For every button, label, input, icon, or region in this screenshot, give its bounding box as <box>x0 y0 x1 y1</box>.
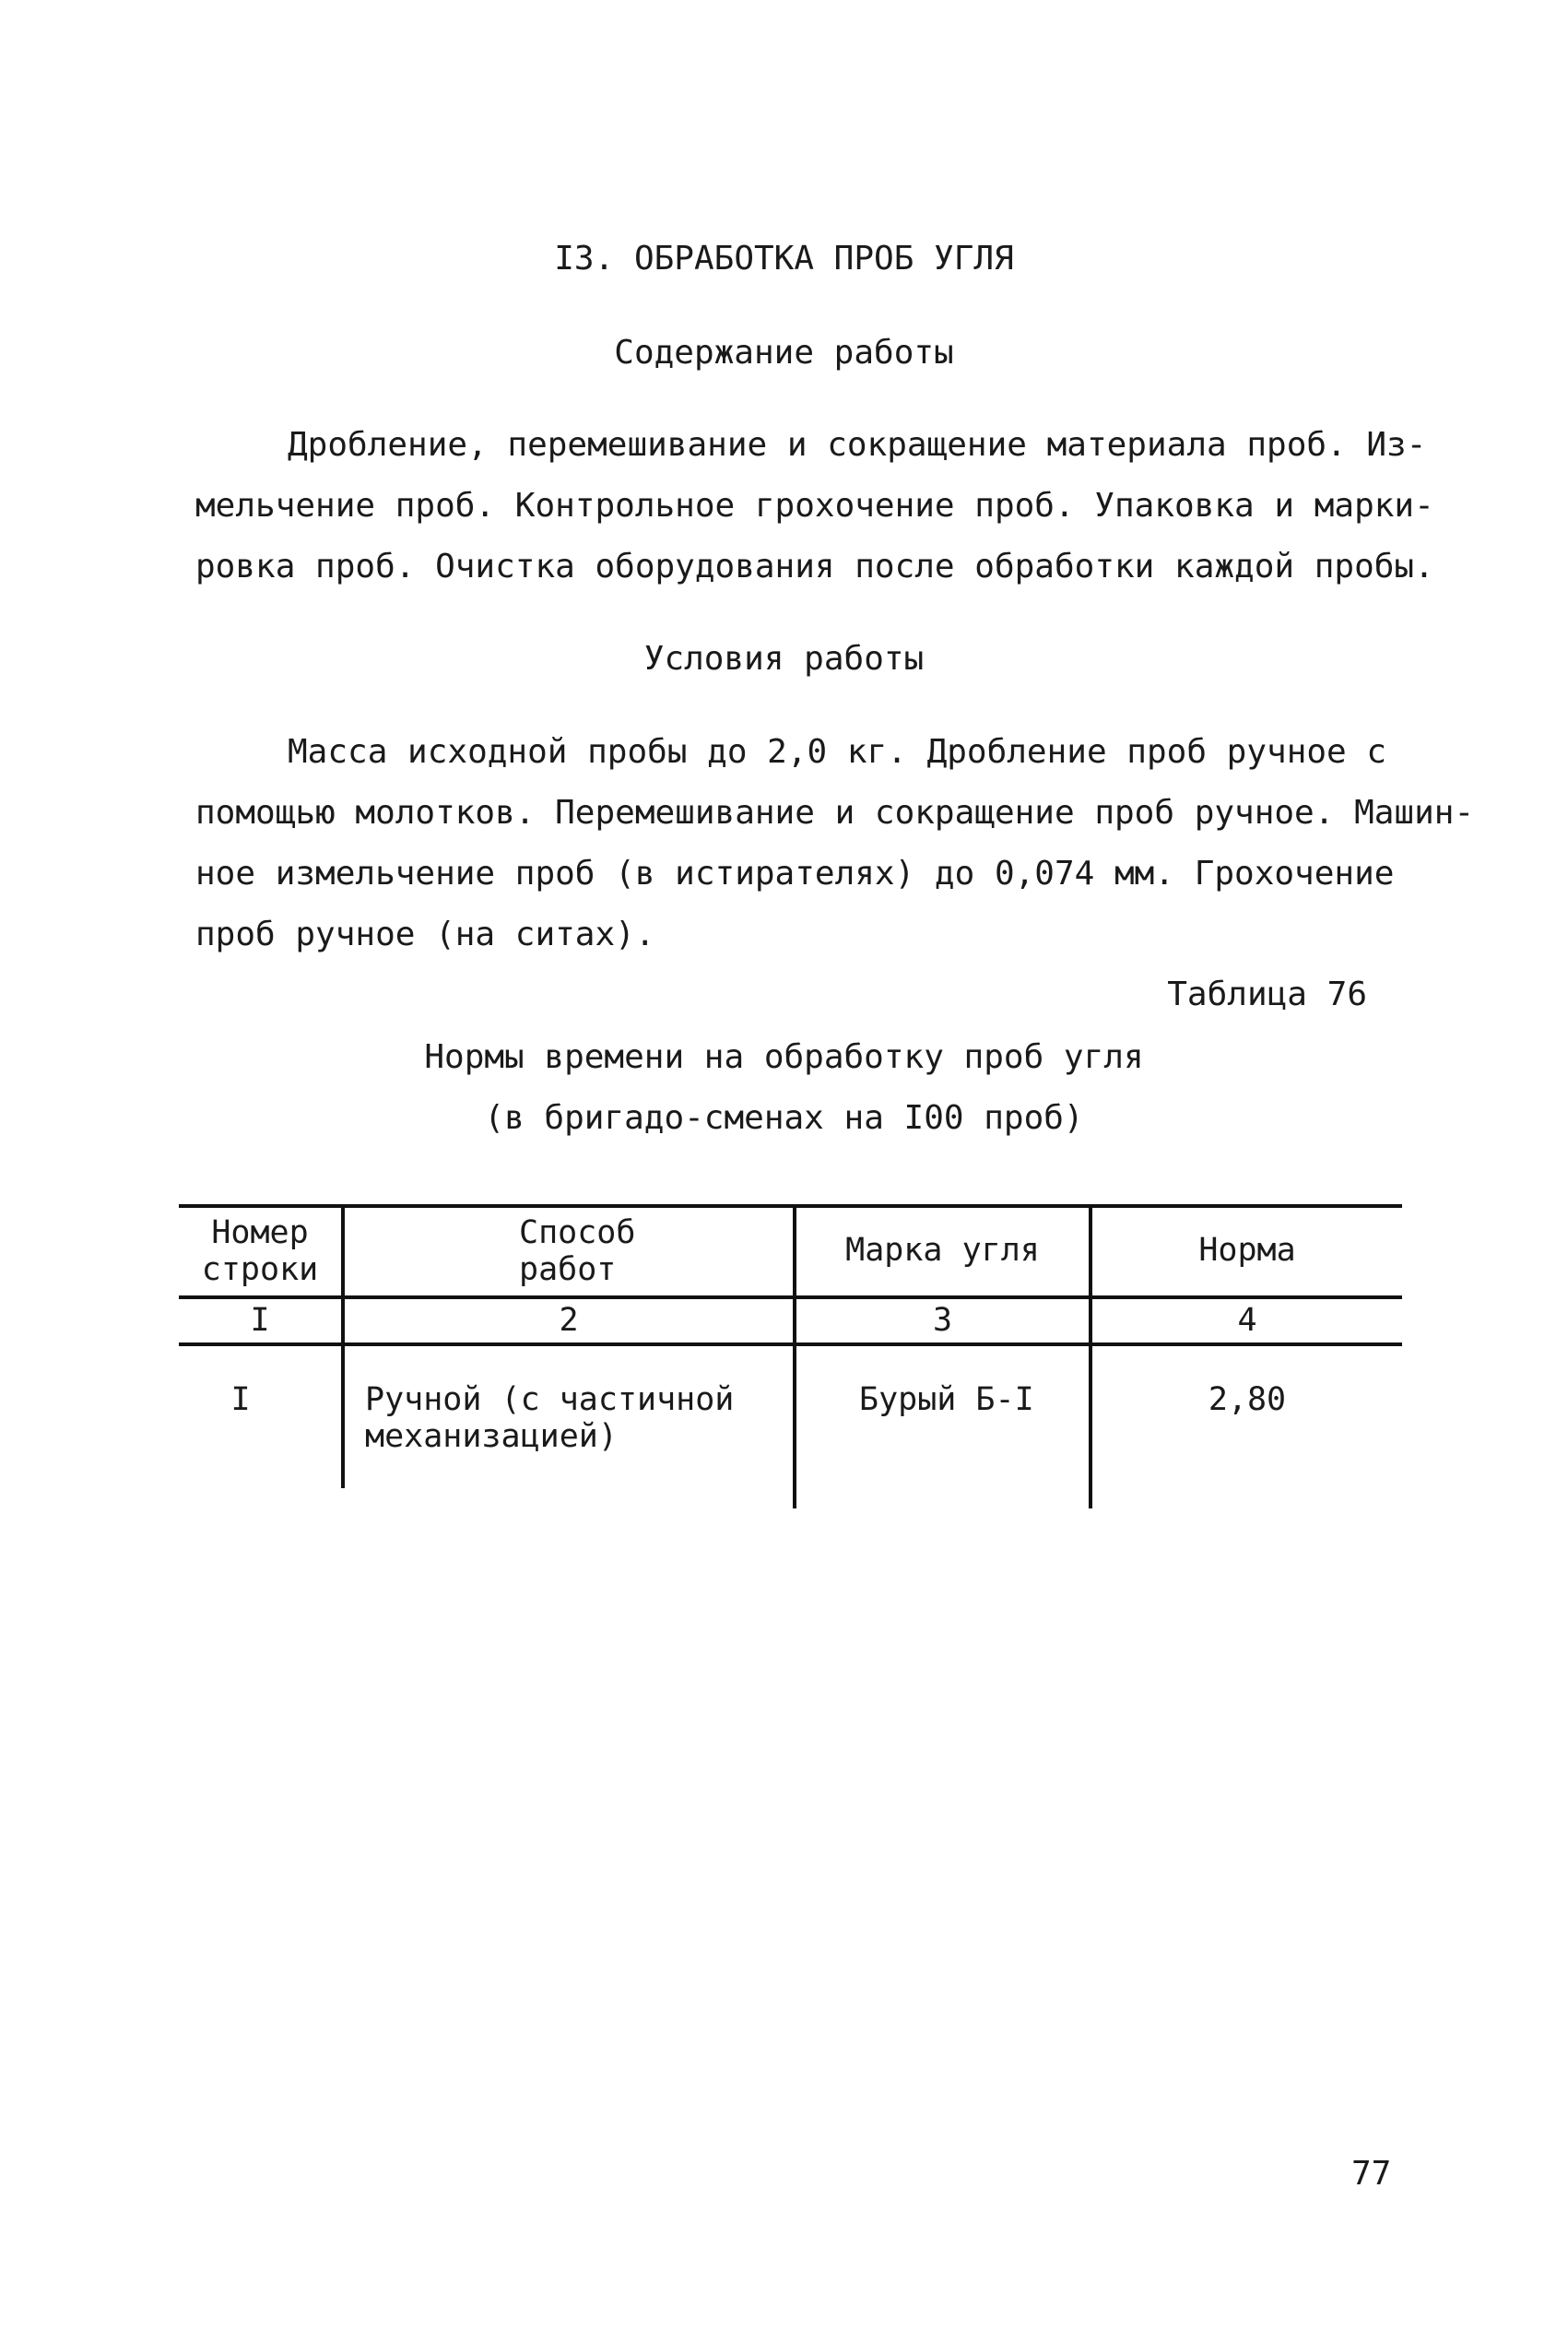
header-coal-grade <box>796 1232 1089 1269</box>
table-numbers-rule <box>179 1342 1402 1346</box>
conditions-line: помощью молотков. Перемешивание и сокращение проб ручное. Машин- <box>195 794 1475 832</box>
header-text: строки <box>201 1251 319 1288</box>
conditions-line: проб ручное (на ситах). <box>195 916 655 953</box>
column-number: 2 <box>559 1302 579 1339</box>
header-text: Номер <box>211 1214 309 1251</box>
header-text: Норма <box>1198 1232 1296 1269</box>
header-text: Способ <box>519 1214 636 1251</box>
column-number: I <box>250 1302 270 1339</box>
column-number: 4 <box>1237 1302 1257 1339</box>
header-text: работ <box>519 1251 617 1288</box>
page-number: 77 <box>1351 2155 1392 2193</box>
table-row-norm: 2,80 <box>1208 1381 1287 1418</box>
method-text: механизацией) <box>365 1418 618 1455</box>
table-title: Нормы времени на обработку проб угля <box>424 1038 1144 1076</box>
content-line: мельчение проб. Контрольное грохочение проб. Упаковка и марки- <box>195 487 1434 525</box>
conditions-heading: Условия работы <box>643 640 925 678</box>
table-top-rule <box>179 1204 1402 1208</box>
conditions-line: Масса исходной пробы до 2,0 кг. Дробление проб ручное с <box>288 733 1387 771</box>
table-header-rule <box>179 1295 1402 1299</box>
header-row-number <box>181 1214 339 1288</box>
header-method <box>519 1214 786 1288</box>
method-text: Ручной (с частичной <box>365 1381 735 1418</box>
conditions-line: ное измельчение проб (в истирателях) до 0,074 мм. Грохочение <box>195 855 1395 893</box>
column-number: 3 <box>932 1302 953 1339</box>
table-row-method <box>365 1381 789 1455</box>
header-norm <box>1092 1232 1402 1269</box>
table-label: Таблица 76 <box>1167 976 1367 1013</box>
section-heading: I3. ОБРАБОТКА ПРОБ УГЛЯ <box>554 240 1014 278</box>
header-text: Марка угля <box>845 1232 1040 1269</box>
table-subtitle: (в бригадо-сменах на I00 проб) <box>484 1099 1084 1137</box>
content-line: Дробление, перемешивание и сокращение материала проб. Из- <box>288 426 1427 464</box>
content-line: ровка проб. Очистка оборудования после обработки каждой пробы. <box>195 548 1434 585</box>
table-row-number: I <box>230 1381 251 1418</box>
table-row-coal-grade: Бурый Б-I <box>859 1381 1034 1418</box>
content-heading: Содержание работы <box>614 334 954 372</box>
table-column-divider <box>341 1204 345 1488</box>
